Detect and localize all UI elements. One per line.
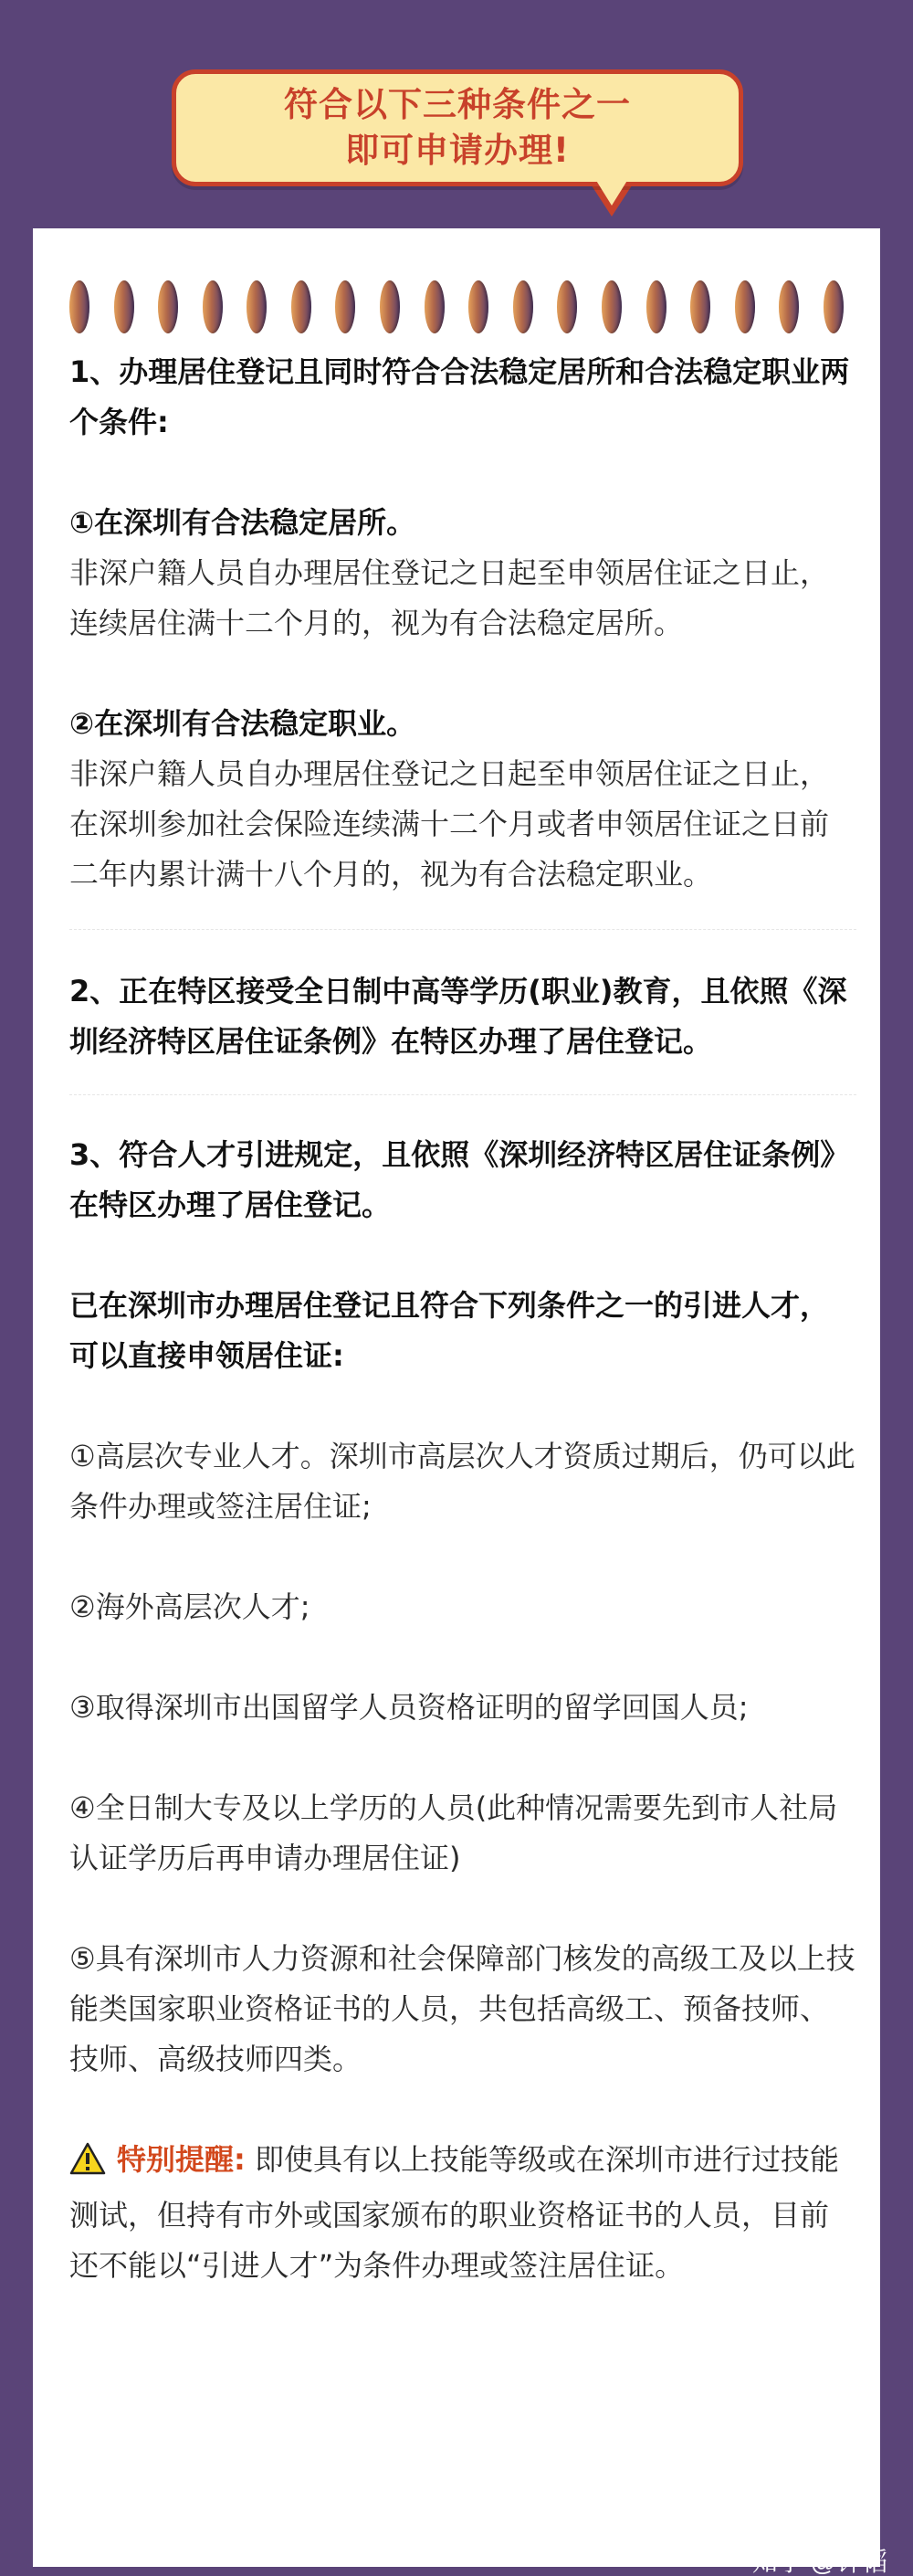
binder-ring (380, 280, 400, 333)
header-title-line1: 符合以下三种条件之一 (284, 85, 631, 124)
binder-ring (69, 280, 89, 333)
binder-ring (335, 280, 355, 333)
binder-ring (557, 280, 577, 333)
list-item: ⑤具有深圳市人力资源和社会保障部门核发的高级工及以上技能类国家职业资格证书的人员，共包括高级工、预备技师、技师、高级技师四类。 (69, 1941, 855, 2076)
binder-rings (69, 280, 844, 334)
section-1-title: 1、办理居住登记且同时符合合法稳定居所和合法稳定职业两个条件: (69, 354, 850, 439)
section-1-sub1-body: 非深户籍人员自办理居住登记之日起至申领居住证之日止，连续居住满十二个月的，视为有合法稳定居所。 (69, 555, 830, 640)
bubble-tail-fill (595, 179, 628, 206)
binder-ring (203, 280, 223, 333)
binder-ring (158, 280, 178, 333)
binder-ring (824, 280, 844, 333)
binder-ring (690, 280, 710, 333)
notebook-card (33, 228, 880, 2567)
binder-ring (425, 280, 445, 333)
notice-text: 即使具有以上技能等级或在深圳市进行过技能测试，但持有市外或国家颁布的职业资格证书的人员，目前还不能以“引进人才”为条件办理或签注居住证。 (69, 2142, 839, 2283)
section-3-intro: 已在深圳市办理居住登记且符合下列条件之一的引进人才，可以直接申领居住证: (69, 1288, 830, 1373)
warning-icon (69, 2140, 106, 2191)
list-item: ③取得深圳市出国留学人员资格证明的留学回国人员; (69, 1690, 749, 1725)
list-item: ①高层次专业人才。深圳市高层次人才资质过期后，仍可以此条件办理或签注居住证; (69, 1439, 855, 1524)
section-1-sub2-body: 非深户籍人员自办理居住登记之日起至申领居住证之日止，在深圳参加社会保险连续满十二个月或者申领居住证之日前二年内累计满十八个月的，视为有合法稳定职业。 (69, 756, 830, 892)
binder-ring (291, 280, 311, 333)
binder-ring (779, 280, 799, 333)
section-3-title: 3、符合人才引进规定，且依照《深圳经济特区居住证条例》在特区办理了居住登记。 (69, 1137, 850, 1222)
binder-ring (602, 280, 622, 333)
special-notice (69, 2135, 856, 2291)
binder-ring (114, 280, 134, 333)
list-item: ④全日制大专及以上学历的人员(此种情况需要先到市人社局认证学历后再申请办理居住证) (69, 1790, 838, 1875)
section-divider (69, 929, 856, 930)
article-body (69, 347, 856, 2291)
binder-ring (247, 280, 267, 333)
header-bubble (172, 69, 743, 186)
binder-ring (646, 280, 666, 333)
watermark: 知乎 @钟韬 (751, 2548, 887, 2576)
section-1-sub2-title: ②在深圳有合法稳定职业。 (69, 706, 416, 741)
binder-ring (735, 280, 755, 333)
section-divider (69, 1094, 856, 1095)
notice-label: 特别提醒: (117, 2142, 246, 2177)
header-title-line2: 即可申请办理! (345, 131, 570, 170)
list-item: ②海外高层次人才; (69, 1589, 310, 1624)
section-1-sub1-title: ①在深圳有合法稳定居所。 (69, 505, 416, 540)
binder-ring (468, 280, 488, 333)
binder-ring (513, 280, 533, 333)
section-2-title: 2、正在特区接受全日制中高等学历(职业)教育，且依照《深圳经济特区居住证条例》在特区办理了居住登记。 (69, 974, 847, 1059)
